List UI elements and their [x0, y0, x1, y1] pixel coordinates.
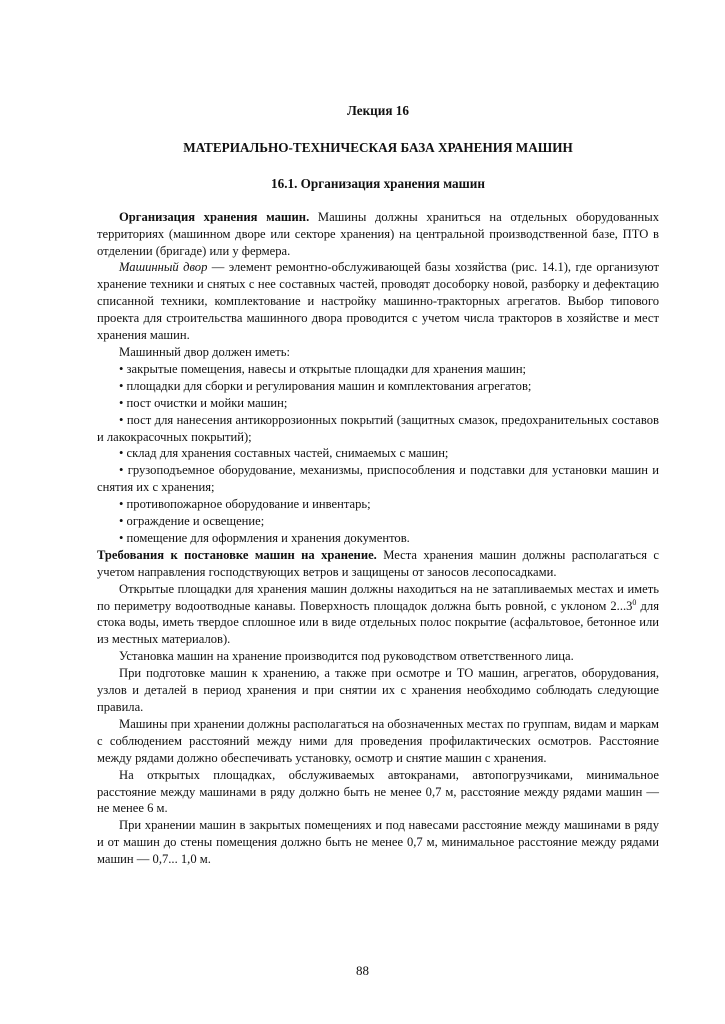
list-item: • площадки для сборки и регулирования машин и комплектования агрегатов; — [119, 378, 532, 393]
paragraph-machine-yard — [97, 259, 659, 344]
list-item: • склад для хранения составных частей, снимаемых с машин; — [119, 446, 449, 461]
paragraph-lead: Организация хранения машин. — [119, 209, 310, 224]
document-page — [97, 103, 659, 868]
list-item: • грузоподъемное оборудование, механизмы, приспособления и подставки для установки машин и снятия их с хранения; — [97, 463, 659, 495]
paragraph-lead: Требования к постановке машин на хранение. — [97, 547, 377, 562]
paragraph-text: Открытые площадки для хранения машин должны находиться на не затапливаемых местах и иметь по периметру водоотводные канавы. Поверхность площадок должна быть ровной, с уклоном 2...3 — [97, 581, 659, 613]
paragraph-installation: Установка машин на хранение производится под руководством ответственного лица. — [119, 649, 574, 664]
degree-superscript: 0 — [632, 597, 637, 607]
list-item: • закрытые помещения, навесы и открытые площадки для хранения машин; — [119, 361, 527, 376]
paragraph-open-distances: На открытых площадках, обслуживаемых автокранами, автопогрузчиками, минимальное расстояние между машинами в ряду должно быть не менее 0,7 м, расстояние между рядами машин — не менее 6 м. — [97, 767, 659, 816]
lecture-heading: Лекция 16 — [346, 103, 409, 118]
list-item: • пост очистки и мойки машин; — [119, 395, 288, 410]
paragraph-placement: Машины при хранении должны располагаться на обозначенных местах по группам, видам и маркам с соблюдением расстояний между ними для проведения профилактических осмотров. Расстояние между рядами должно обеспечивать установку, осмотр и снятие машин с хранения. — [97, 716, 659, 765]
section-heading: 16.1. Организация хранения машин — [271, 175, 485, 191]
list-item: • противопожарное оборудование и инвентарь; — [119, 497, 371, 512]
term-machine-yard: Машинный двор — [119, 260, 208, 275]
paragraph-preparation: При подготовке машин к хранению, а также при осмотре и ТО машин, агрегатов, оборудования, узлов и деталей в период хранения и при снятии их с хранения необходимо соблюдать следующие правила. — [97, 666, 659, 714]
paragraph-open-sites — [97, 581, 659, 649]
paragraph-organization — [97, 209, 659, 260]
paragraph-storage-requirements — [97, 547, 659, 581]
paragraph-text: Машины должны храниться на отдельных оборудованных территориях (машинном дворе или секторе хранения) на центральной производственной базе, ПТО в отделении (бригаде) или у фермера. — [97, 209, 659, 258]
page-number: 88 — [356, 963, 369, 978]
list-item: • ограждение и освещение; — [119, 514, 265, 529]
paragraph-yard-requirements: Машинный двор должен иметь: — [119, 344, 290, 359]
list-item: • пост для нанесения антикоррозионных покрытий (защитных смазок, предохранительных составов и лакокрасочных покрытий); — [97, 412, 659, 444]
paragraph-text: — элемент ремонтно-обслуживающей базы хозяйства (рис. 14.1), где организуют хранение техники и снятых с нее составных частей, проводят дособорку новой, разборку и дефектацию списанной техники, комплектование и настройку машинно-тракторных агрегатов. Выбор типового проекта для строительства машинного двора проводится с учетом числа тракторов в хозяйстве и мест хранения машин. — [97, 260, 659, 343]
chapter-title: МАТЕРИАЛЬНО-ТЕХНИЧЕСКАЯ БАЗА ХРАНЕНИЯ МАШИН — [183, 139, 573, 155]
list-item: • помещение для оформления и хранения документов. — [119, 530, 410, 545]
paragraph-closed-distances: При хранении машин в закрытых помещениях и под навесами расстояние между машинами в ряду и от машин до стены помещения должно быть не менее 0,7 м, минимальное расстояние между рядами машин — 0,7... 1,0 м. — [97, 818, 659, 867]
paragraph-text: для стока воды, иметь твердое сплошное или в виде отдельных полос покрытие (асфальтовое, бетонное или из местных материалов). — [97, 598, 659, 647]
paragraph-text: Места хранения машин должны располагаться с учетом направления господствующих ветров и защищены от заносов лесопосадками. — [97, 547, 659, 579]
